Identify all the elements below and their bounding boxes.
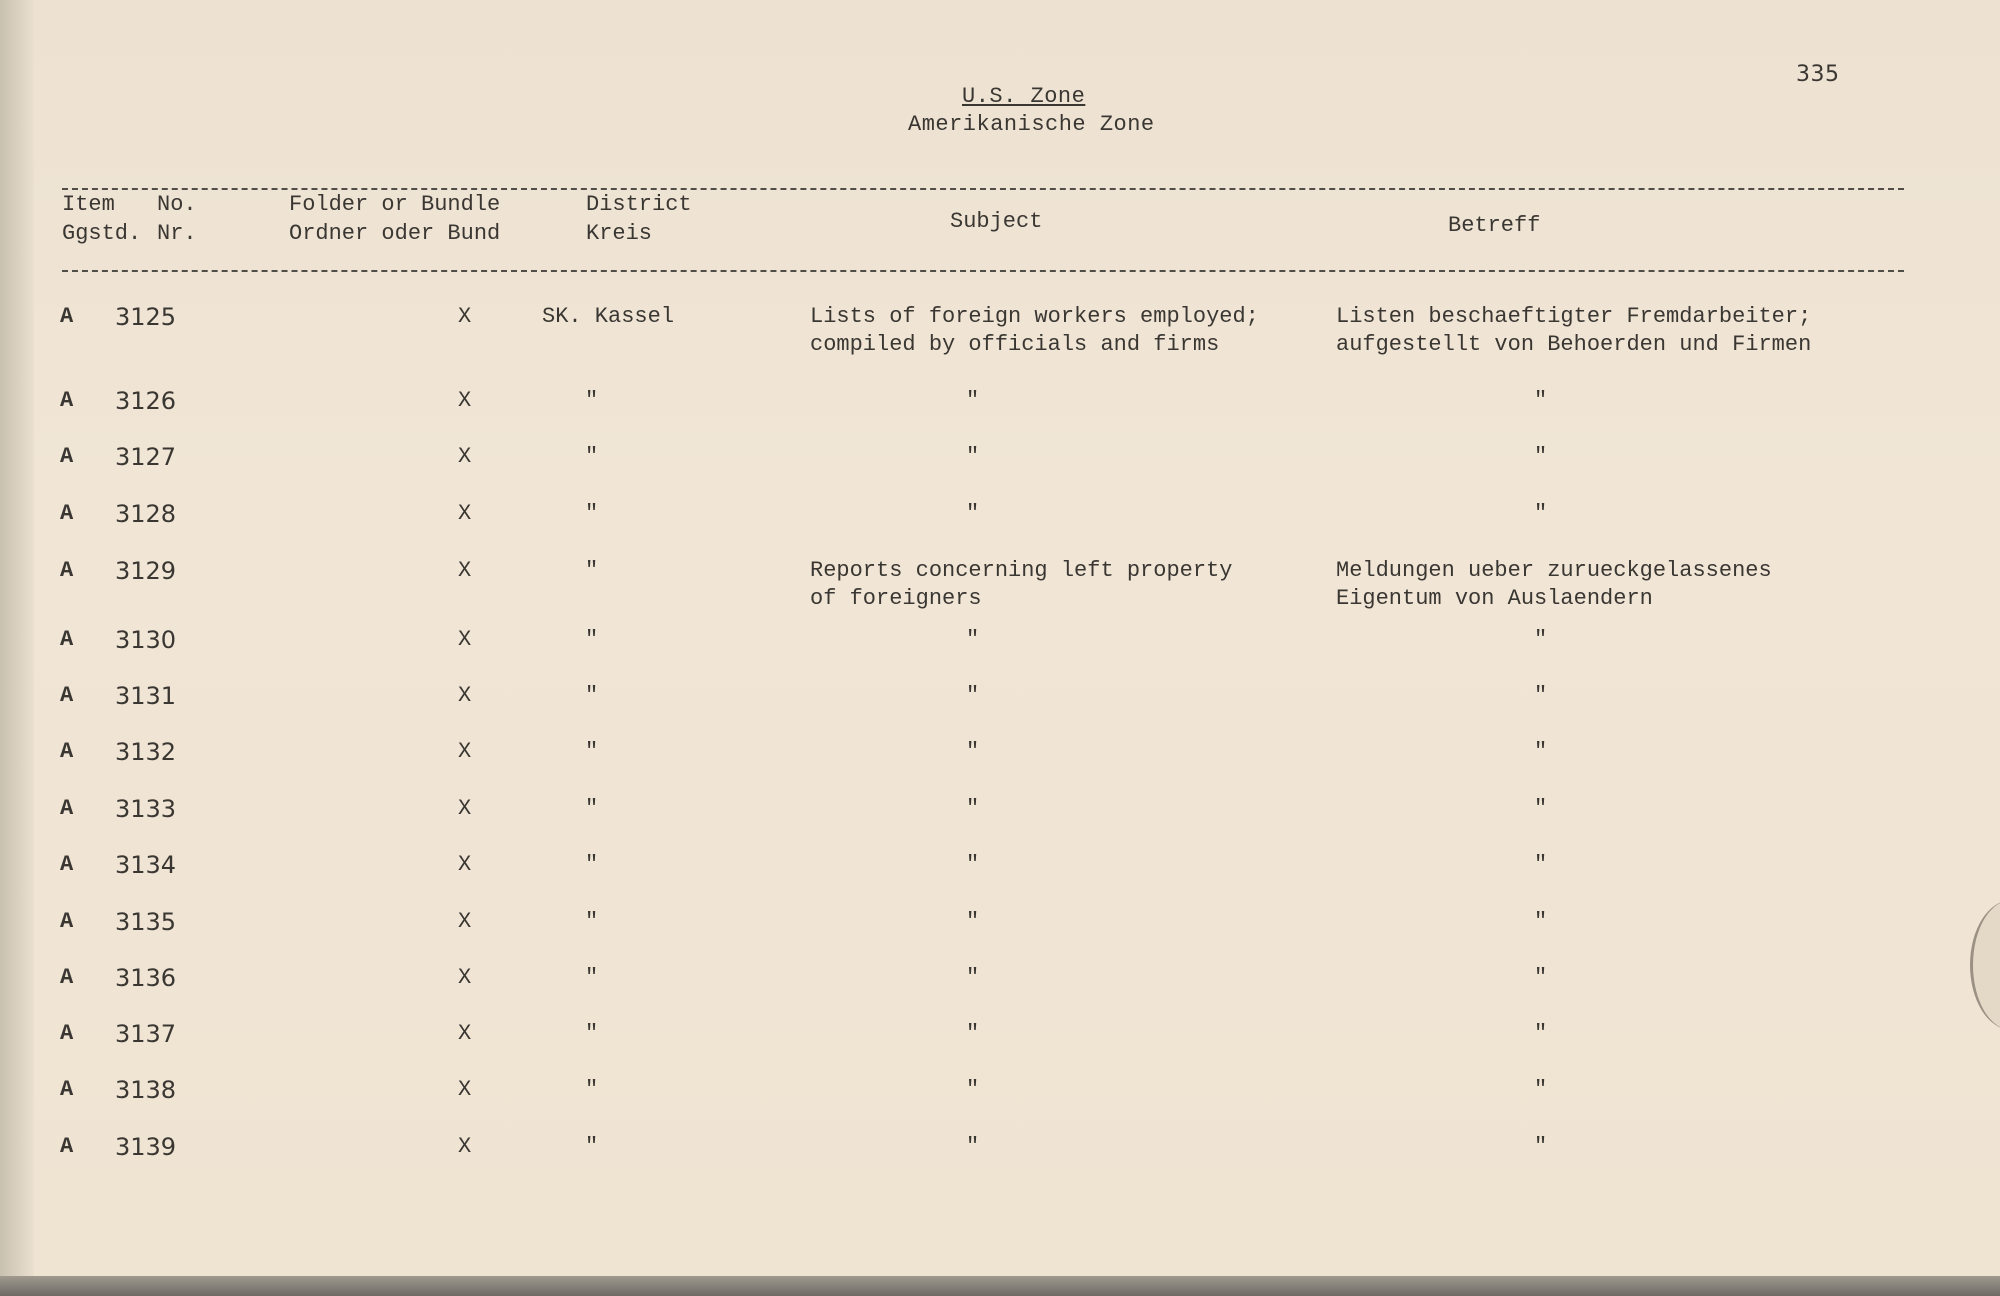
district-cell: " <box>585 1021 599 1046</box>
subject-cell: " <box>966 444 980 469</box>
betreff-cell: " <box>1534 683 1548 708</box>
header-rule-bottom <box>62 270 1904 272</box>
table-row <box>0 1076 2000 1132</box>
folder-cell: X <box>458 388 472 413</box>
subject-cell: " <box>966 388 980 413</box>
item-cell: A <box>60 965 74 990</box>
number-cell: 3131 <box>115 682 177 710</box>
item-cell: A <box>60 796 74 821</box>
page-edge <box>0 1276 2000 1296</box>
folder-cell: X <box>458 444 472 469</box>
district-cell: " <box>585 388 599 413</box>
number-cell: 3138 <box>115 1076 177 1104</box>
betreff-cell: Meldungen ueber zurueckgelassenes Eigentum von Auslaendern <box>1336 558 1772 611</box>
district-cell: " <box>585 444 599 469</box>
folder-cell: X <box>458 909 472 934</box>
item-cell: A <box>60 1134 74 1159</box>
item-cell: A <box>60 683 74 708</box>
item-cell: A <box>60 388 74 413</box>
number-cell: 3129 <box>115 557 177 585</box>
table-row <box>0 682 2000 738</box>
table-row <box>0 851 2000 907</box>
table-row <box>0 626 2000 682</box>
item-cell: A <box>60 558 74 583</box>
subject-cell: Reports concerning left property of foreigners <box>810 558 1233 611</box>
folder-cell: X <box>458 558 472 583</box>
item-cell: A <box>60 444 74 469</box>
number-cell: 3139 <box>115 1133 177 1161</box>
number-cell: 3133 <box>115 795 177 823</box>
table-row <box>0 1020 2000 1076</box>
item-cell: A <box>60 739 74 764</box>
folder-cell: X <box>458 1134 472 1159</box>
number-cell: 3135 <box>115 908 177 936</box>
betreff-cell: " <box>1534 796 1548 821</box>
district-cell: " <box>585 683 599 708</box>
folder-cell: X <box>458 627 472 652</box>
folder-cell: X <box>458 852 472 877</box>
col-head-betreff: Betreff <box>1448 213 1541 238</box>
item-cell: A <box>60 1077 74 1102</box>
col-head-subject: Subject <box>950 209 1043 234</box>
district-cell: " <box>585 627 599 652</box>
betreff-cell: " <box>1534 1021 1548 1046</box>
folder-cell: X <box>458 501 472 526</box>
table-row <box>0 738 2000 794</box>
district-cell: " <box>585 909 599 934</box>
betreff-cell: " <box>1534 627 1548 652</box>
betreff-cell: " <box>1534 1134 1548 1159</box>
col-head-folder: Folder or Bundle Ordner oder Bund <box>289 192 501 246</box>
subject-cell: " <box>966 627 980 652</box>
item-cell: A <box>60 852 74 877</box>
betreff-cell: " <box>1534 739 1548 764</box>
table-row <box>0 1133 2000 1189</box>
zone-title-de: Amerikanische Zone <box>908 112 1155 137</box>
district-cell: " <box>585 852 599 877</box>
district-cell: " <box>585 558 599 583</box>
page-number: 335 <box>1796 62 1840 87</box>
subject-cell: " <box>966 1134 980 1159</box>
item-cell: A <box>60 501 74 526</box>
betreff-cell: " <box>1534 965 1548 990</box>
betreff-cell: " <box>1534 388 1548 413</box>
betreff-cell: " <box>1534 909 1548 934</box>
folder-cell: X <box>458 304 472 329</box>
subject-cell: " <box>966 1021 980 1046</box>
subject-cell: Lists of foreign workers employed; compiled by officials and firms <box>810 304 1259 357</box>
table-row <box>0 795 2000 851</box>
item-cell: A <box>60 627 74 652</box>
betreff-cell: Listen beschaeftigter Fremdarbeiter; aufgestellt von Behoerden und Firmen <box>1336 304 1812 357</box>
betreff-cell: " <box>1534 1077 1548 1102</box>
number-cell: 3128 <box>115 500 177 528</box>
betreff-cell: " <box>1534 852 1548 877</box>
subject-cell: " <box>966 1077 980 1102</box>
number-cell: 3126 <box>115 387 177 415</box>
folder-cell: X <box>458 739 472 764</box>
table-row <box>0 557 2000 613</box>
col-head-district: District Kreis <box>586 192 692 246</box>
number-cell: 3136 <box>115 964 177 992</box>
number-cell: 3137 <box>115 1020 177 1048</box>
betreff-cell: " <box>1534 501 1548 526</box>
subject-cell: " <box>966 796 980 821</box>
folder-cell: X <box>458 1021 472 1046</box>
number-cell: 3134 <box>115 851 177 879</box>
number-cell: 3130 <box>115 626 177 654</box>
district-cell: " <box>585 739 599 764</box>
folder-cell: X <box>458 796 472 821</box>
table-row <box>0 964 2000 1020</box>
number-cell: 3132 <box>115 738 177 766</box>
subject-cell: " <box>966 965 980 990</box>
district-cell: SK. Kassel <box>542 304 675 329</box>
subject-cell: " <box>966 852 980 877</box>
col-head-item: Item Ggstd. <box>62 192 142 246</box>
zone-title-en: U.S. Zone <box>962 84 1086 109</box>
subject-cell: " <box>966 909 980 934</box>
betreff-cell: " <box>1534 444 1548 469</box>
subject-cell: " <box>966 501 980 526</box>
district-cell: " <box>585 796 599 821</box>
folder-cell: X <box>458 965 472 990</box>
table-row <box>0 303 2000 359</box>
number-cell: 3127 <box>115 443 177 471</box>
folder-cell: X <box>458 1077 472 1102</box>
district-cell: " <box>585 1134 599 1159</box>
district-cell: " <box>585 501 599 526</box>
number-cell: 3125 <box>115 303 177 331</box>
item-cell: A <box>60 304 74 329</box>
item-cell: A <box>60 1021 74 1046</box>
table-row <box>0 387 2000 443</box>
folder-cell: X <box>458 683 472 708</box>
col-head-no: No. Nr. <box>157 192 197 246</box>
district-cell: " <box>585 965 599 990</box>
table-row <box>0 443 2000 499</box>
district-cell: " <box>585 1077 599 1102</box>
item-cell: A <box>60 909 74 934</box>
subject-cell: " <box>966 739 980 764</box>
table-row <box>0 500 2000 556</box>
table-row <box>0 908 2000 964</box>
subject-cell: " <box>966 683 980 708</box>
